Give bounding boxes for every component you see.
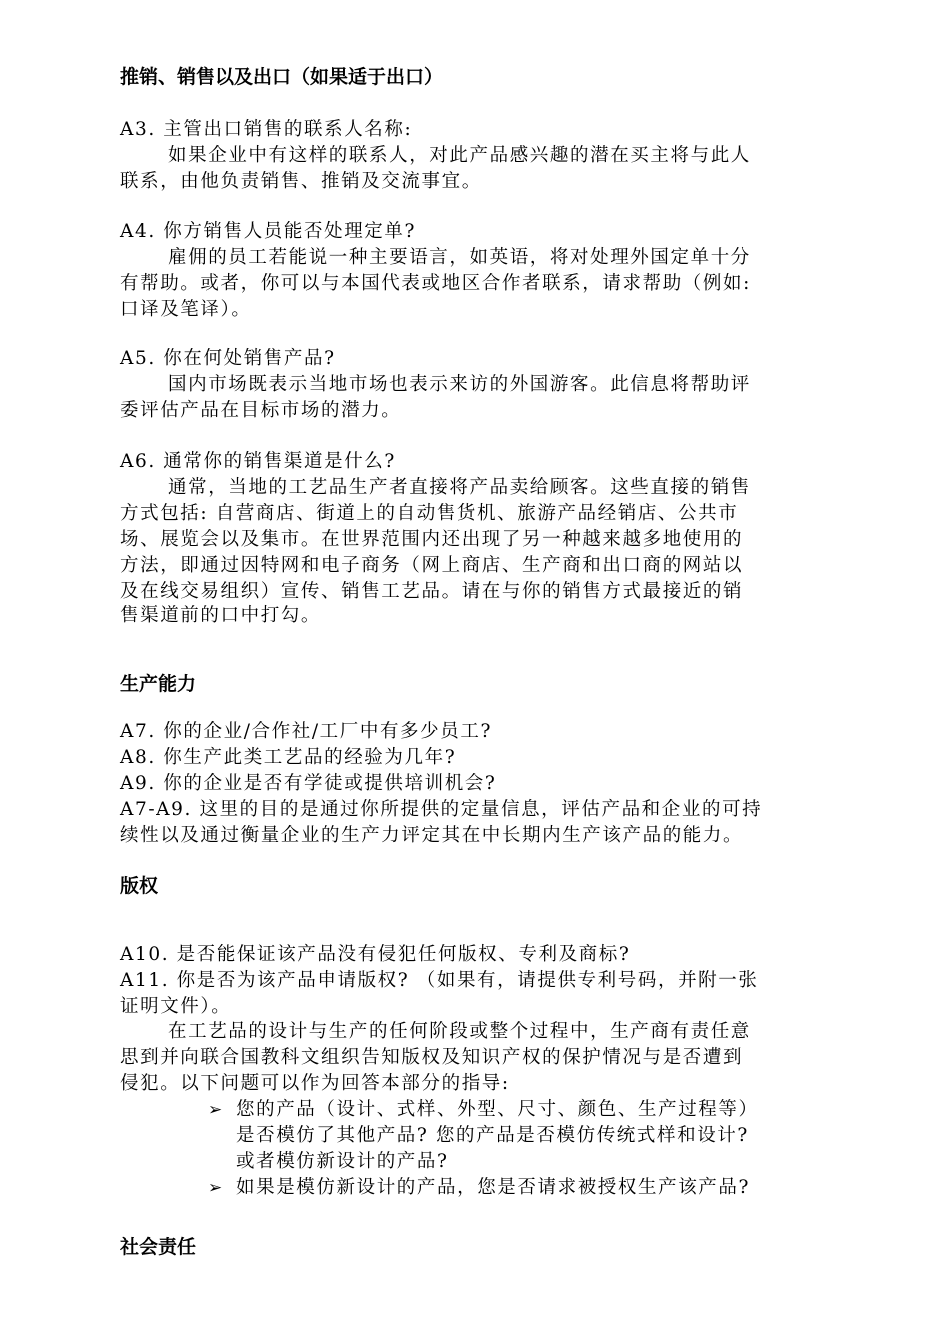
bullet-2: 如果是模仿新设计的产品，您是否请求被授权生产该产品? (236, 1177, 751, 1198)
bullet-1-line-3: 或者模仿新设计的产品? (236, 1151, 449, 1172)
copyright-para-line-3: 侵犯。以下问题可以作为回答本部分的指导: (120, 1073, 510, 1094)
answer-a6-line-5: 及在线交易组织）宣传、销售工艺品。请在与你的销售方式最接近的销 (120, 581, 744, 602)
question-a7: A7. 你的企业/合作社/工厂中有多少员工? (120, 721, 492, 742)
question-a4: A4. 你方销售人员能否处理定单? (120, 221, 417, 242)
note-a7-a9-line-1: A7-A9. 这里的目的是通过你所提供的定量信息，评估产品和企业的可持 (120, 799, 763, 820)
answer-a5-line-1: 国内市场既表示当地市场也表示来访的外国游客。此信息将帮助评 (168, 374, 751, 395)
answer-a6-line-3: 场、展览会以及集市。在世界范围内还出现了另一种越来越多地使用的 (120, 529, 744, 550)
answer-a4-line-2: 有帮助。或者，你可以与本国代表或地区合作者联系，请求帮助（例如: (120, 273, 751, 294)
answer-a6-line-2: 方式包括: 自营商店、街道上的自动售货机、旅游产品经销店、公共市 (120, 503, 739, 524)
answer-a3-line-1: 如果企业中有这样的联系人，对此产品感兴趣的潜在买主将与此人 (168, 145, 751, 166)
answer-a3-line-2: 联系，由他负责销售、推销及交流事宜。 (120, 171, 482, 192)
answer-a6-line-6: 售渠道前的口中打勾。 (120, 605, 322, 626)
answer-a4-line-1: 雇佣的员工若能说一种主要语言，如英语，将对处理外国定单十分 (168, 247, 751, 268)
question-a10: A10. 是否能保证该产品没有侵犯任何版权、专利及商标? (120, 944, 631, 965)
section-heading-social: 社会责任 (120, 1236, 197, 1258)
answer-a6-line-4: 方法，即通过因特网和电子商务（网上商店、生产商和出口商的网站以 (120, 555, 744, 576)
question-a11-line-2: 证明文件）。 (120, 996, 232, 1017)
bullet-arrow-icon: ➢ (208, 1100, 223, 1120)
question-a5: A5. 你在何处销售产品? (120, 348, 336, 369)
section-heading-sales: 推销、销售以及出口（如果适于出口） (120, 66, 444, 88)
question-a3: A3. 主管出口销售的联系人名称: (120, 119, 413, 140)
question-a8: A8. 你生产此类工艺品的经验为几年? (120, 747, 457, 768)
note-a7-a9-line-2: 续性以及通过衡量企业的生产力评定其在中长期内生产该产品的能力。 (120, 825, 744, 846)
section-heading-copyright: 版权 (120, 875, 159, 897)
bullet-arrow-icon: ➢ (208, 1178, 223, 1198)
answer-a5-line-2: 委评估产品在目标市场的潜力。 (120, 400, 402, 421)
bullet-1-line-2: 是否模仿了其他产品? 您的产品是否模仿传统式样和设计? (236, 1125, 749, 1146)
question-a9: A9. 你的企业是否有学徒或提供培训机会? (120, 773, 497, 794)
answer-a6-line-1: 通常，当地的工艺品生产者直接将产品卖给顾客。这些直接的销售 (168, 477, 751, 498)
section-heading-capacity: 生产能力 (120, 673, 197, 695)
question-a11-line-1: A11. 你是否为该产品申请版权? （如果有，请提供专利号码，并附一张 (120, 970, 759, 991)
answer-a4-line-3: 口译及笔译）。 (120, 299, 252, 320)
bullet-1-line-1: 您的产品（设计、式样、外型、尺寸、颜色、生产过程等） (236, 1099, 759, 1120)
question-a6: A6. 通常你的销售渠道是什么? (120, 451, 396, 472)
copyright-para-line-2: 思到并向联合国教科文组织告知版权及知识产权的保护情况与是否遭到 (120, 1047, 744, 1068)
copyright-para-line-1: 在工艺品的设计与生产的任何阶段或整个过程中，生产商有责任意 (168, 1021, 751, 1042)
